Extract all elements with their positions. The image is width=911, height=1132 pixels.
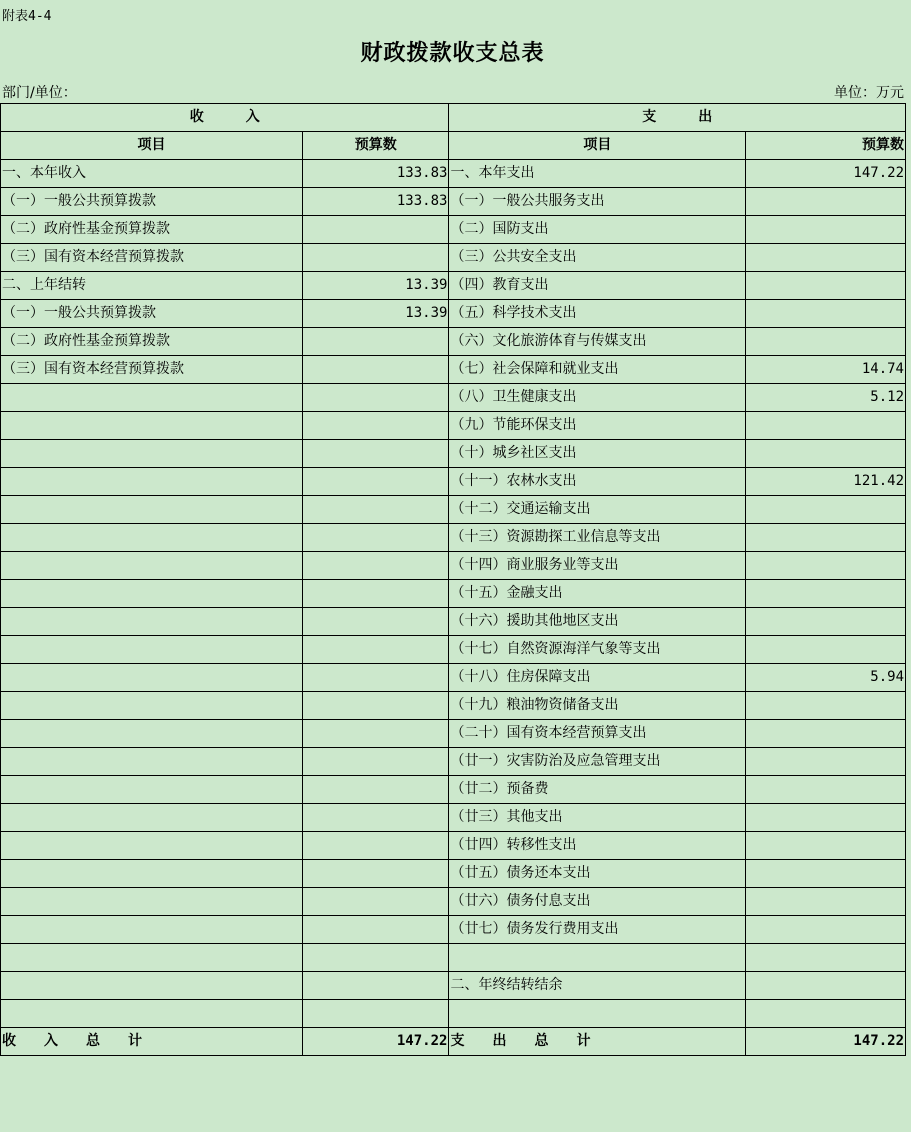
expense-total-label: 支 出 总 计 (449, 1028, 746, 1056)
expense-value-cell (746, 888, 906, 916)
expense-item-cell: （三）公共安全支出 (449, 244, 746, 272)
table-row (1, 748, 906, 776)
expense-value-cell (746, 552, 906, 580)
expense-value-cell (746, 748, 906, 776)
income-value-cell (303, 636, 449, 664)
expense-value-cell (746, 580, 906, 608)
income-value-cell (303, 1000, 449, 1028)
income-item-cell (1, 916, 303, 944)
budget-table (0, 103, 906, 1056)
expense-value-cell (746, 440, 906, 468)
expense-item-cell: （廿三）其他支出 (449, 804, 746, 832)
expense-item-cell: （二）国防支出 (449, 216, 746, 244)
income-budget-header: 预算数 (303, 132, 449, 160)
expense-value-cell (746, 524, 906, 552)
table-row (1, 608, 906, 636)
expense-item-cell (449, 1000, 746, 1028)
expense-value-cell: 14.74 (746, 356, 906, 384)
income-value-cell (303, 216, 449, 244)
expense-value-cell (746, 692, 906, 720)
expense-value-cell (746, 720, 906, 748)
income-item-cell (1, 860, 303, 888)
expense-item-cell: （二十）国有资本经营预算支出 (449, 720, 746, 748)
section-header-row (1, 104, 906, 132)
expense-item-cell: （六）文化旅游体育与传媒支出 (449, 328, 746, 356)
totals-row (1, 1028, 906, 1056)
income-value-cell (303, 720, 449, 748)
expense-item-cell: （十九）粮油物资储备支出 (449, 692, 746, 720)
income-item-cell: （一）一般公共预算拨款 (1, 188, 303, 216)
income-item-cell: （一）一般公共预算拨款 (1, 300, 303, 328)
expense-value-cell (746, 860, 906, 888)
expense-item-cell: （廿五）债务还本支出 (449, 860, 746, 888)
income-header: 收 入 (1, 104, 449, 132)
expense-value-cell (746, 496, 906, 524)
income-item-cell: （三）国有资本经营预算拨款 (1, 244, 303, 272)
income-item-cell: 一、本年收入 (1, 160, 303, 188)
expense-header: 支 出 (449, 104, 906, 132)
income-value-cell (303, 468, 449, 496)
column-header-row (1, 132, 906, 160)
expense-value-cell (746, 916, 906, 944)
table-row (1, 244, 906, 272)
income-value-cell: 13.39 (303, 300, 449, 328)
income-value-cell (303, 244, 449, 272)
income-item-cell (1, 888, 303, 916)
income-total-label: 收 入 总 计 (1, 1028, 303, 1056)
income-item-cell (1, 636, 303, 664)
table-row (1, 468, 906, 496)
expense-total-value: 147.22 (746, 1028, 906, 1056)
table-row (1, 888, 906, 916)
expense-item-cell: （七）社会保障和就业支出 (449, 356, 746, 384)
income-item-cell: 二、上年结转 (1, 272, 303, 300)
income-value-cell (303, 916, 449, 944)
expense-value-cell (746, 272, 906, 300)
income-item-cell (1, 832, 303, 860)
income-value-cell (303, 580, 449, 608)
income-value-cell (303, 328, 449, 356)
table-row (1, 804, 906, 832)
table-row (1, 216, 906, 244)
expense-item-cell: （一）一般公共服务支出 (449, 188, 746, 216)
income-value-cell (303, 748, 449, 776)
income-item-cell: （三）国有资本经营预算拨款 (1, 356, 303, 384)
income-value-cell (303, 888, 449, 916)
expense-item-cell: （九）节能环保支出 (449, 412, 746, 440)
expense-budget-header: 预算数 (746, 132, 906, 160)
expense-item-cell: （四）教育支出 (449, 272, 746, 300)
income-value-cell (303, 608, 449, 636)
income-item-cell (1, 608, 303, 636)
income-value-cell (303, 664, 449, 692)
table-row (1, 412, 906, 440)
income-value-cell (303, 832, 449, 860)
income-item-cell (1, 748, 303, 776)
income-item-cell (1, 1000, 303, 1028)
expense-value-cell (746, 804, 906, 832)
income-item-cell (1, 468, 303, 496)
table-row (1, 440, 906, 468)
income-value-cell (303, 944, 449, 972)
table-row (1, 384, 906, 412)
expense-value-cell (746, 636, 906, 664)
income-item-cell (1, 552, 303, 580)
table-row (1, 328, 906, 356)
table-row (1, 300, 906, 328)
income-item-cell: （二）政府性基金预算拨款 (1, 216, 303, 244)
table-row (1, 552, 906, 580)
income-item-cell (1, 776, 303, 804)
income-item-cell (1, 384, 303, 412)
table-row (1, 524, 906, 552)
expense-item-cell: （十）城乡社区支出 (449, 440, 746, 468)
expense-item-cell: （廿一）灾害防治及应急管理支出 (449, 748, 746, 776)
income-item-header: 项目 (1, 132, 303, 160)
income-value-cell (303, 692, 449, 720)
table-row (1, 1000, 906, 1028)
income-item-cell (1, 496, 303, 524)
income-value-cell (303, 524, 449, 552)
expense-item-cell: （十三）资源勘探工业信息等支出 (449, 524, 746, 552)
table-row (1, 272, 906, 300)
expense-item-cell: 一、本年支出 (449, 160, 746, 188)
table-row (1, 860, 906, 888)
income-value-cell (303, 356, 449, 384)
table-row (1, 720, 906, 748)
expense-item-cell: （十七）自然资源海洋气象等支出 (449, 636, 746, 664)
income-value-cell (303, 440, 449, 468)
income-item-cell (1, 524, 303, 552)
income-item-cell (1, 720, 303, 748)
table-row (1, 944, 906, 972)
income-value-cell: 13.39 (303, 272, 449, 300)
expense-value-cell (746, 328, 906, 356)
table-row (1, 776, 906, 804)
unit-label: 单位：万元 (834, 85, 904, 101)
income-value-cell (303, 860, 449, 888)
expense-item-cell (449, 944, 746, 972)
expense-value-cell (746, 188, 906, 216)
expense-item-cell: （八）卫生健康支出 (449, 384, 746, 412)
expense-value-cell (746, 216, 906, 244)
income-item-cell (1, 664, 303, 692)
income-value-cell (303, 552, 449, 580)
table-row (1, 636, 906, 664)
expense-item-cell: （十六）援助其他地区支出 (449, 608, 746, 636)
expense-item-cell: （廿四）转移性支出 (449, 832, 746, 860)
table-row (1, 160, 906, 188)
income-item-cell (1, 804, 303, 832)
income-value-cell (303, 804, 449, 832)
expense-item-cell: 二、年终结转结余 (449, 972, 746, 1000)
page-title: 财政拨款收支总表 (360, 40, 545, 66)
table-row (1, 832, 906, 860)
income-item-cell (1, 972, 303, 1000)
expense-value-cell (746, 944, 906, 972)
income-item-cell (1, 580, 303, 608)
table-row (1, 692, 906, 720)
table-row (1, 496, 906, 524)
expense-value-cell: 121.42 (746, 468, 906, 496)
attachment-label: 附表4-4 (2, 9, 52, 24)
expense-item-cell: （廿二）预备费 (449, 776, 746, 804)
income-item-cell: （二）政府性基金预算拨款 (1, 328, 303, 356)
income-item-cell (1, 692, 303, 720)
expense-item-cell: （廿七）债务发行费用支出 (449, 916, 746, 944)
table-row (1, 664, 906, 692)
table-row (1, 916, 906, 944)
expense-value-cell (746, 608, 906, 636)
expense-item-cell: （廿六）债务付息支出 (449, 888, 746, 916)
income-item-cell (1, 440, 303, 468)
department-label: 部门/单位： (2, 85, 77, 101)
table-row (1, 188, 906, 216)
expense-value-cell (746, 972, 906, 1000)
expense-item-cell: （十八）住房保障支出 (449, 664, 746, 692)
income-value-cell (303, 776, 449, 804)
expense-value-cell: 5.94 (746, 664, 906, 692)
income-item-cell (1, 944, 303, 972)
table-row (1, 972, 906, 1000)
expense-value-cell (746, 412, 906, 440)
expense-value-cell: 5.12 (746, 384, 906, 412)
income-value-cell: 133.83 (303, 188, 449, 216)
income-value-cell (303, 496, 449, 524)
expense-item-cell: （十四）商业服务业等支出 (449, 552, 746, 580)
income-value-cell: 133.83 (303, 160, 449, 188)
expense-item-header: 项目 (449, 132, 746, 160)
expense-value-cell: 147.22 (746, 160, 906, 188)
expense-item-cell: （十五）金融支出 (449, 580, 746, 608)
expense-item-cell: （五）科学技术支出 (449, 300, 746, 328)
income-value-cell (303, 412, 449, 440)
expense-value-cell (746, 300, 906, 328)
expense-item-cell: （十一）农林水支出 (449, 468, 746, 496)
expense-item-cell: （十二）交通运输支出 (449, 496, 746, 524)
table-row (1, 356, 906, 384)
expense-value-cell (746, 1000, 906, 1028)
table-row (1, 580, 906, 608)
income-value-cell (303, 972, 449, 1000)
expense-value-cell (746, 776, 906, 804)
income-total-value: 147.22 (303, 1028, 449, 1056)
expense-value-cell (746, 244, 906, 272)
expense-value-cell (746, 832, 906, 860)
income-item-cell (1, 412, 303, 440)
income-value-cell (303, 384, 449, 412)
